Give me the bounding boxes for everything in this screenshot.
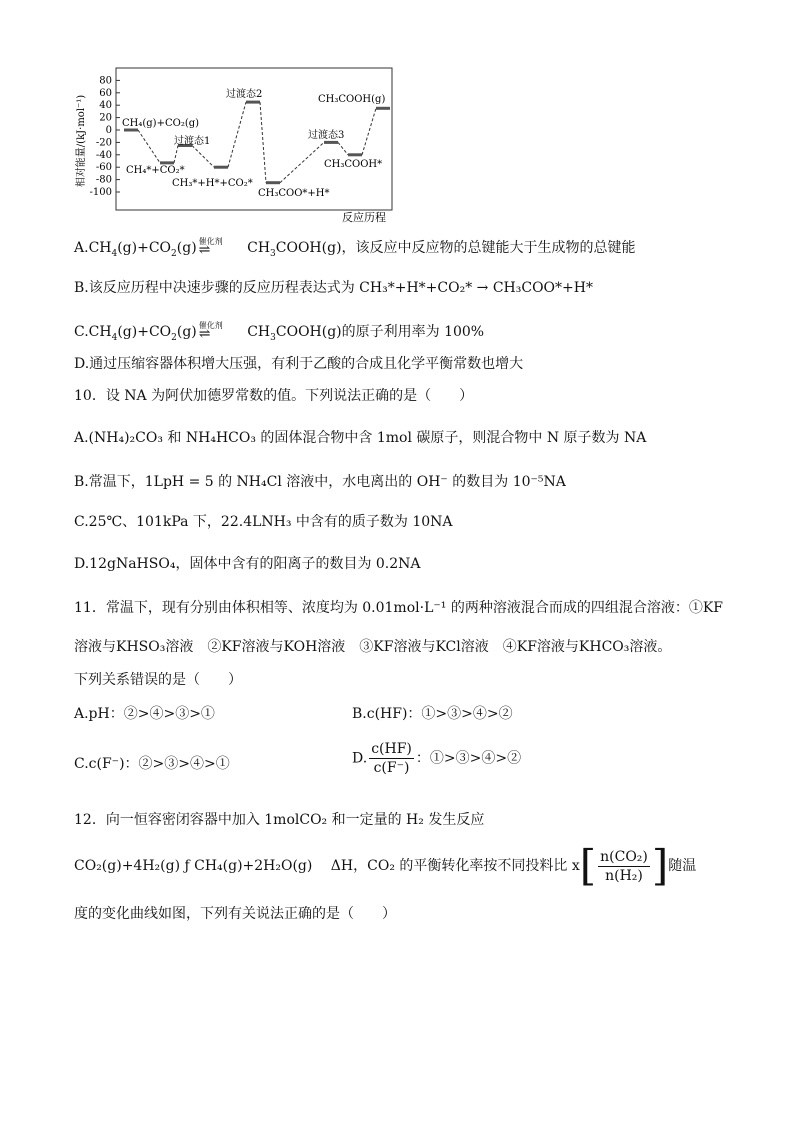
- q10-option-b: B.常温下，1LpH = 5 的 NH₄Cl 溶液中，水电离出的 OH⁻ 的数目为 10⁻⁵NA: [74, 474, 566, 490]
- q10-option-c: C.25℃、101kPa 下，22.4LNH₃ 中含有的质子数为 10NA: [74, 514, 453, 530]
- y-tick-label: 40: [99, 100, 112, 112]
- label-ts3: 过渡态3: [308, 130, 345, 141]
- energy-connector: [338, 142, 348, 154]
- q10-option-a: A.(NH₄)₂CO₃ 和 NH₄HCO₃ 的固体混合物中含 1mol 碳原子，则混合物中 N 原子数为 NA: [74, 430, 647, 446]
- q9-option-b: B.该反应历程中决速步骤的反应历程表达式为 CH₃*+H*+CO₂* → CH₃COO*+H*: [74, 280, 593, 296]
- energy-profile-diagram: [72, 66, 396, 226]
- q11-option-a: A.pH：②>④>③>①: [74, 706, 215, 722]
- catalyst-arrow: 催化剂 ⇌: [198, 237, 223, 258]
- q9-option-a: $A.CH_4(g)+CO_2(g)$ 催化剂 ⇌ $CH_3COOH(g)$，该反应中反应物的总键能大于生成物的总键能: [74, 237, 636, 259]
- label-s4: CH₃COOH(g): [318, 94, 386, 105]
- fraction-hf-f: $\frac{c(HF)}{c(F^-)}$: [371, 741, 412, 776]
- y-tick-label: -20: [95, 137, 112, 149]
- y-tick-label: 60: [99, 87, 112, 99]
- fraction-co2-h2: $\frac{\text{n(CO₂)}}{\text{n(H₂)}}$: [600, 848, 648, 884]
- y-tick-label: -40: [95, 149, 112, 161]
- label-ts1: 过渡态1: [174, 136, 211, 147]
- q9-option-d: D.通过压缩容器体积增大压强，有利于乙酸的合成且化学平衡常数也增大: [74, 356, 524, 372]
- label-s2: CH₃*+H*+CO₂*: [172, 178, 253, 189]
- y-tick-label: -80: [95, 174, 112, 186]
- energy-connector: [362, 108, 376, 155]
- energy-connector: [280, 142, 324, 182]
- q12-equation: CO₂(g)+4H₂(g) ƒ CH₄(g)+2H₂O(g) ΔH，CO₂ 的平衡转化率按不同投料比 x[ $\frac{\text{n(CO₂)}}{\text{n(H₂)}}$ ]随温: [74, 841, 697, 890]
- energy-connector: [228, 102, 246, 167]
- q11-stem-line1: 11．常温下，现有分别由体积相等、浓度均为 0.01mol·L⁻¹ 的两种溶液混合而成的四组混合溶液：①KF: [74, 600, 723, 616]
- q11-option-b: B.c(HF)：①>③>④>②: [352, 706, 513, 722]
- label-s1: CH₄*+CO₂*: [126, 165, 185, 176]
- label-s3b: CH₃COOH*: [324, 159, 383, 170]
- q12-stem: 12．向一恒容密闭容器中加入 1molCO₂ 和一定量的 H₂ 发生反应: [74, 812, 485, 828]
- q9-option-c: $C.CH_4(g)+CO_2(g)$ 催化剂 ⇌ $CH_3COOH(g)$的原子利用率为 100%: [74, 321, 485, 343]
- catalyst-arrow: 催化剂 ⇌: [198, 321, 223, 342]
- energy-connector: [174, 146, 178, 163]
- y-tick-label: 0: [105, 125, 112, 136]
- energy-connector: [260, 102, 266, 183]
- q11-option-c: C.c(F⁻)：②>③>④>①: [74, 756, 230, 772]
- y-tick-label: 20: [99, 112, 112, 124]
- q10-stem: 10．设 NA 为阿伏加德罗常数的值。下列说法正确的是（ ）: [74, 388, 474, 404]
- label-s3: CH₃COO*+H*: [258, 188, 330, 199]
- label-ts2: 过渡态2: [226, 89, 263, 100]
- label-s0: CH₄(g)+CO₂(g): [122, 118, 200, 129]
- y-axis-label: 相对能量/(kJ·mol⁻¹): [76, 94, 87, 188]
- energy-connector: [192, 146, 214, 168]
- y-tick-label: -100: [89, 187, 112, 198]
- x-axis-label: 反应历程: [342, 211, 386, 224]
- energy-connector: [138, 130, 160, 163]
- q11-option-d: D. $\frac{c(HF)}{c(F^-)}$ ：①>③>④>②: [352, 741, 522, 776]
- y-tick-label: 80: [99, 75, 112, 87]
- q11-stem-line3: 下列关系错误的是（ ）: [74, 672, 242, 688]
- q11-stem-line2: 溶液与KHSO₃溶液 ②KF溶液与KOH溶液 ③KF溶液与KCl溶液 ④KF溶液与KHCO₃溶液。: [74, 639, 672, 655]
- q12-stem-end: 度的变化曲线如图，下列有关说法正确的是（ ）: [74, 906, 396, 922]
- y-tick-label: -60: [95, 162, 112, 174]
- q10-option-d: D.12gNaHSO₄，固体中含有的阳离子的数目为 0.2NA: [74, 556, 421, 572]
